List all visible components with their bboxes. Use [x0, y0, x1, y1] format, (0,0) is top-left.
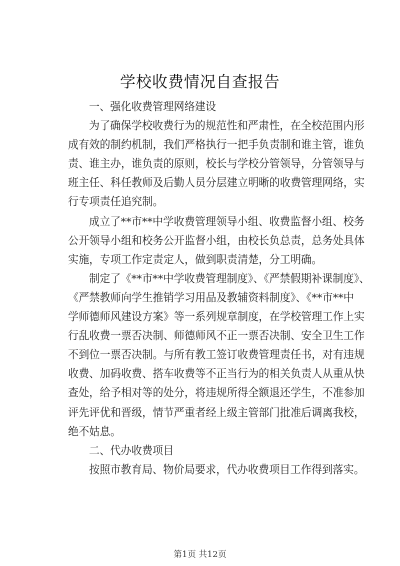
document-body [68, 98, 370, 480]
paragraph-3-line: 查处，给予相对等的处分，将违规所得全额退还学生，不准参加 [68, 387, 365, 400]
paragraph-3-line: 《严禁教师向学生推销学习用品及教辅资料制度》、《**市**中 [68, 291, 355, 304]
section-heading-2: 二、代办收费项目 [89, 444, 174, 457]
paragraph-1-line: 责、谁主办，谁负责的原则，校长与学校分管领导，分管领导与 [68, 158, 365, 171]
paragraph-3-line: 收费、加码收费、搭车收费等不正当行为的相关负责人从重从快 [68, 368, 365, 381]
paragraph-3-line: 绝不姑息。 [68, 425, 121, 438]
paragraph-3-line: 评先评优和晋级，情节严重者经上级主管部门批准后调离我校， [68, 406, 365, 419]
paragraph-3-line: 学师德师风建设方案》等一系列规章制度，在学校管理工作上实 [68, 311, 365, 324]
document-title: 学校收费情况自查报告 [119, 73, 280, 91]
paragraph-1-line: 班主任、科任教师及后勤人员分层建立明晰的收费管理网络，实 [68, 177, 365, 190]
page-footer: 第1页 共12页 [173, 550, 227, 560]
section-heading-1: 一、强化收费管理网络建设 [89, 101, 217, 113]
paragraph-3-line: 不到位一票否决制。与所有教工签订收费管理责任书，对有违规 [68, 349, 365, 362]
paragraph-3-line: 制定了《**市**中学收费管理制度》、《严禁假期补课制度》、 [89, 272, 370, 285]
paragraph-2-line: 实施，专项工作定责定人，做到职责清楚，分工明确。 [68, 253, 323, 266]
paragraph-4-line: 按照市教育局、物价局要求，代办收费项目工作得到落实。 [89, 463, 365, 476]
paragraph-3-line: 行乱收费一票否决制、师德师风不正一票否决制、安全卫生工作 [68, 330, 365, 343]
paragraph-2-line: 公开领导小组和校务公开监督小组，由校长负总责，总务处具体 [68, 234, 365, 247]
paragraph-1-line: 行专项责任追究制。 [68, 196, 164, 209]
paragraph-1-line: 成有效的制约机制，我们严格执行一把手负责制和谁主管，谁负 [68, 139, 365, 152]
paragraph-2-line: 成立了**市**中学收费管理领导小组、收费监督小组、校务 [89, 215, 365, 228]
paragraph-1-line: 为了确保学校收费行为的规范性和严肃性，在全校范围内形 [89, 120, 365, 133]
